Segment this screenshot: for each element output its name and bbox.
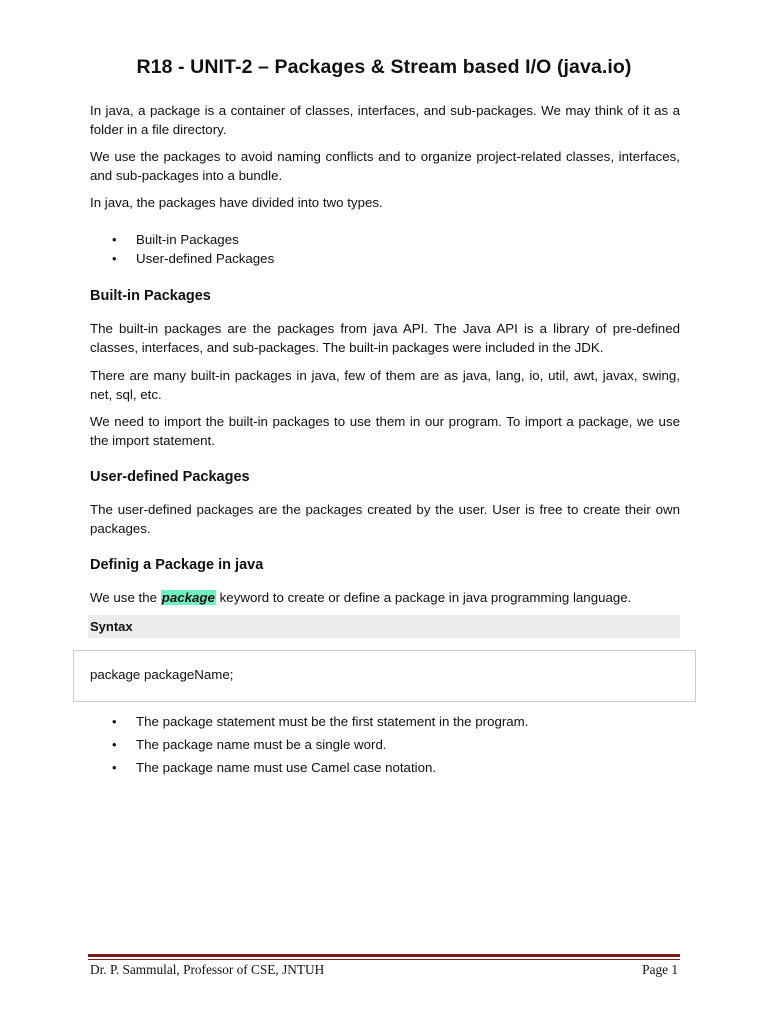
- defining-heading: Definig a Package in java: [90, 557, 264, 573]
- bullet-icon: •: [112, 714, 117, 729]
- package-types-list: [90, 230, 274, 268]
- page-title: R18 - UNIT-2 – Packages & Stream based I/O (java.io): [136, 56, 632, 78]
- bullet-icon: •: [112, 232, 117, 247]
- bullet-icon: •: [112, 760, 117, 775]
- syntax-label: Syntax: [88, 615, 680, 638]
- package-rules-list: [90, 710, 528, 779]
- builtin-paragraph-3: We need to import the built-in packages to use them in our program. To import a package, we use the import statement.: [90, 414, 680, 448]
- list-item: • User-defined Packages: [112, 251, 275, 266]
- userdefined-heading: User-defined Packages: [90, 469, 250, 485]
- builtin-heading: Built-in Packages: [90, 288, 211, 304]
- footer-rule-thin: [88, 959, 680, 960]
- list-item: • Built-in Packages: [112, 232, 239, 247]
- footer-author: Dr. P. Sammulal, Professor of CSE, JNTUH: [90, 962, 325, 977]
- code-line: package packageName;: [90, 667, 234, 682]
- userdefined-paragraph: The user-defined packages are the packages created by the user. User is free to create their own packages.: [90, 502, 680, 536]
- builtin-paragraph-1: The built-in packages are the packages from java API. The Java API is a library of pre-defined classes, interfaces, and sub-packages. The built-in packages were included in the JDK.: [90, 321, 680, 355]
- intro-paragraph-2: We use the packages to avoid naming conflicts and to organize project-related classes, interfaces, and sub-packages into a bundle.: [90, 149, 680, 183]
- bullet-icon: •: [112, 737, 117, 752]
- list-item: • The package name must be a single word.: [90, 733, 528, 756]
- builtin-paragraph-2: There are many built-in packages in java, few of them are as java, lang, io, util, awt, javax, swing, net, sql, etc.: [90, 368, 680, 402]
- code-box: [73, 650, 696, 702]
- keyword-highlight: package: [161, 590, 215, 605]
- list-item: • The package name must use Camel case notation.: [90, 756, 528, 779]
- intro-paragraph-3: In java, the packages have divided into two types.: [90, 195, 383, 210]
- list-item: • The package statement must be the first statement in the program.: [90, 710, 528, 733]
- page-number: Page 1: [642, 962, 678, 977]
- defining-paragraph: We use the package keyword to create or define a package in java programming language.: [90, 590, 632, 605]
- intro-paragraph-1: In java, a package is a container of classes, interfaces, and sub-packages. We may think of it as a folder in a file directory.: [90, 103, 680, 137]
- bullet-icon: •: [112, 251, 117, 266]
- footer-rule-thick: [88, 954, 680, 957]
